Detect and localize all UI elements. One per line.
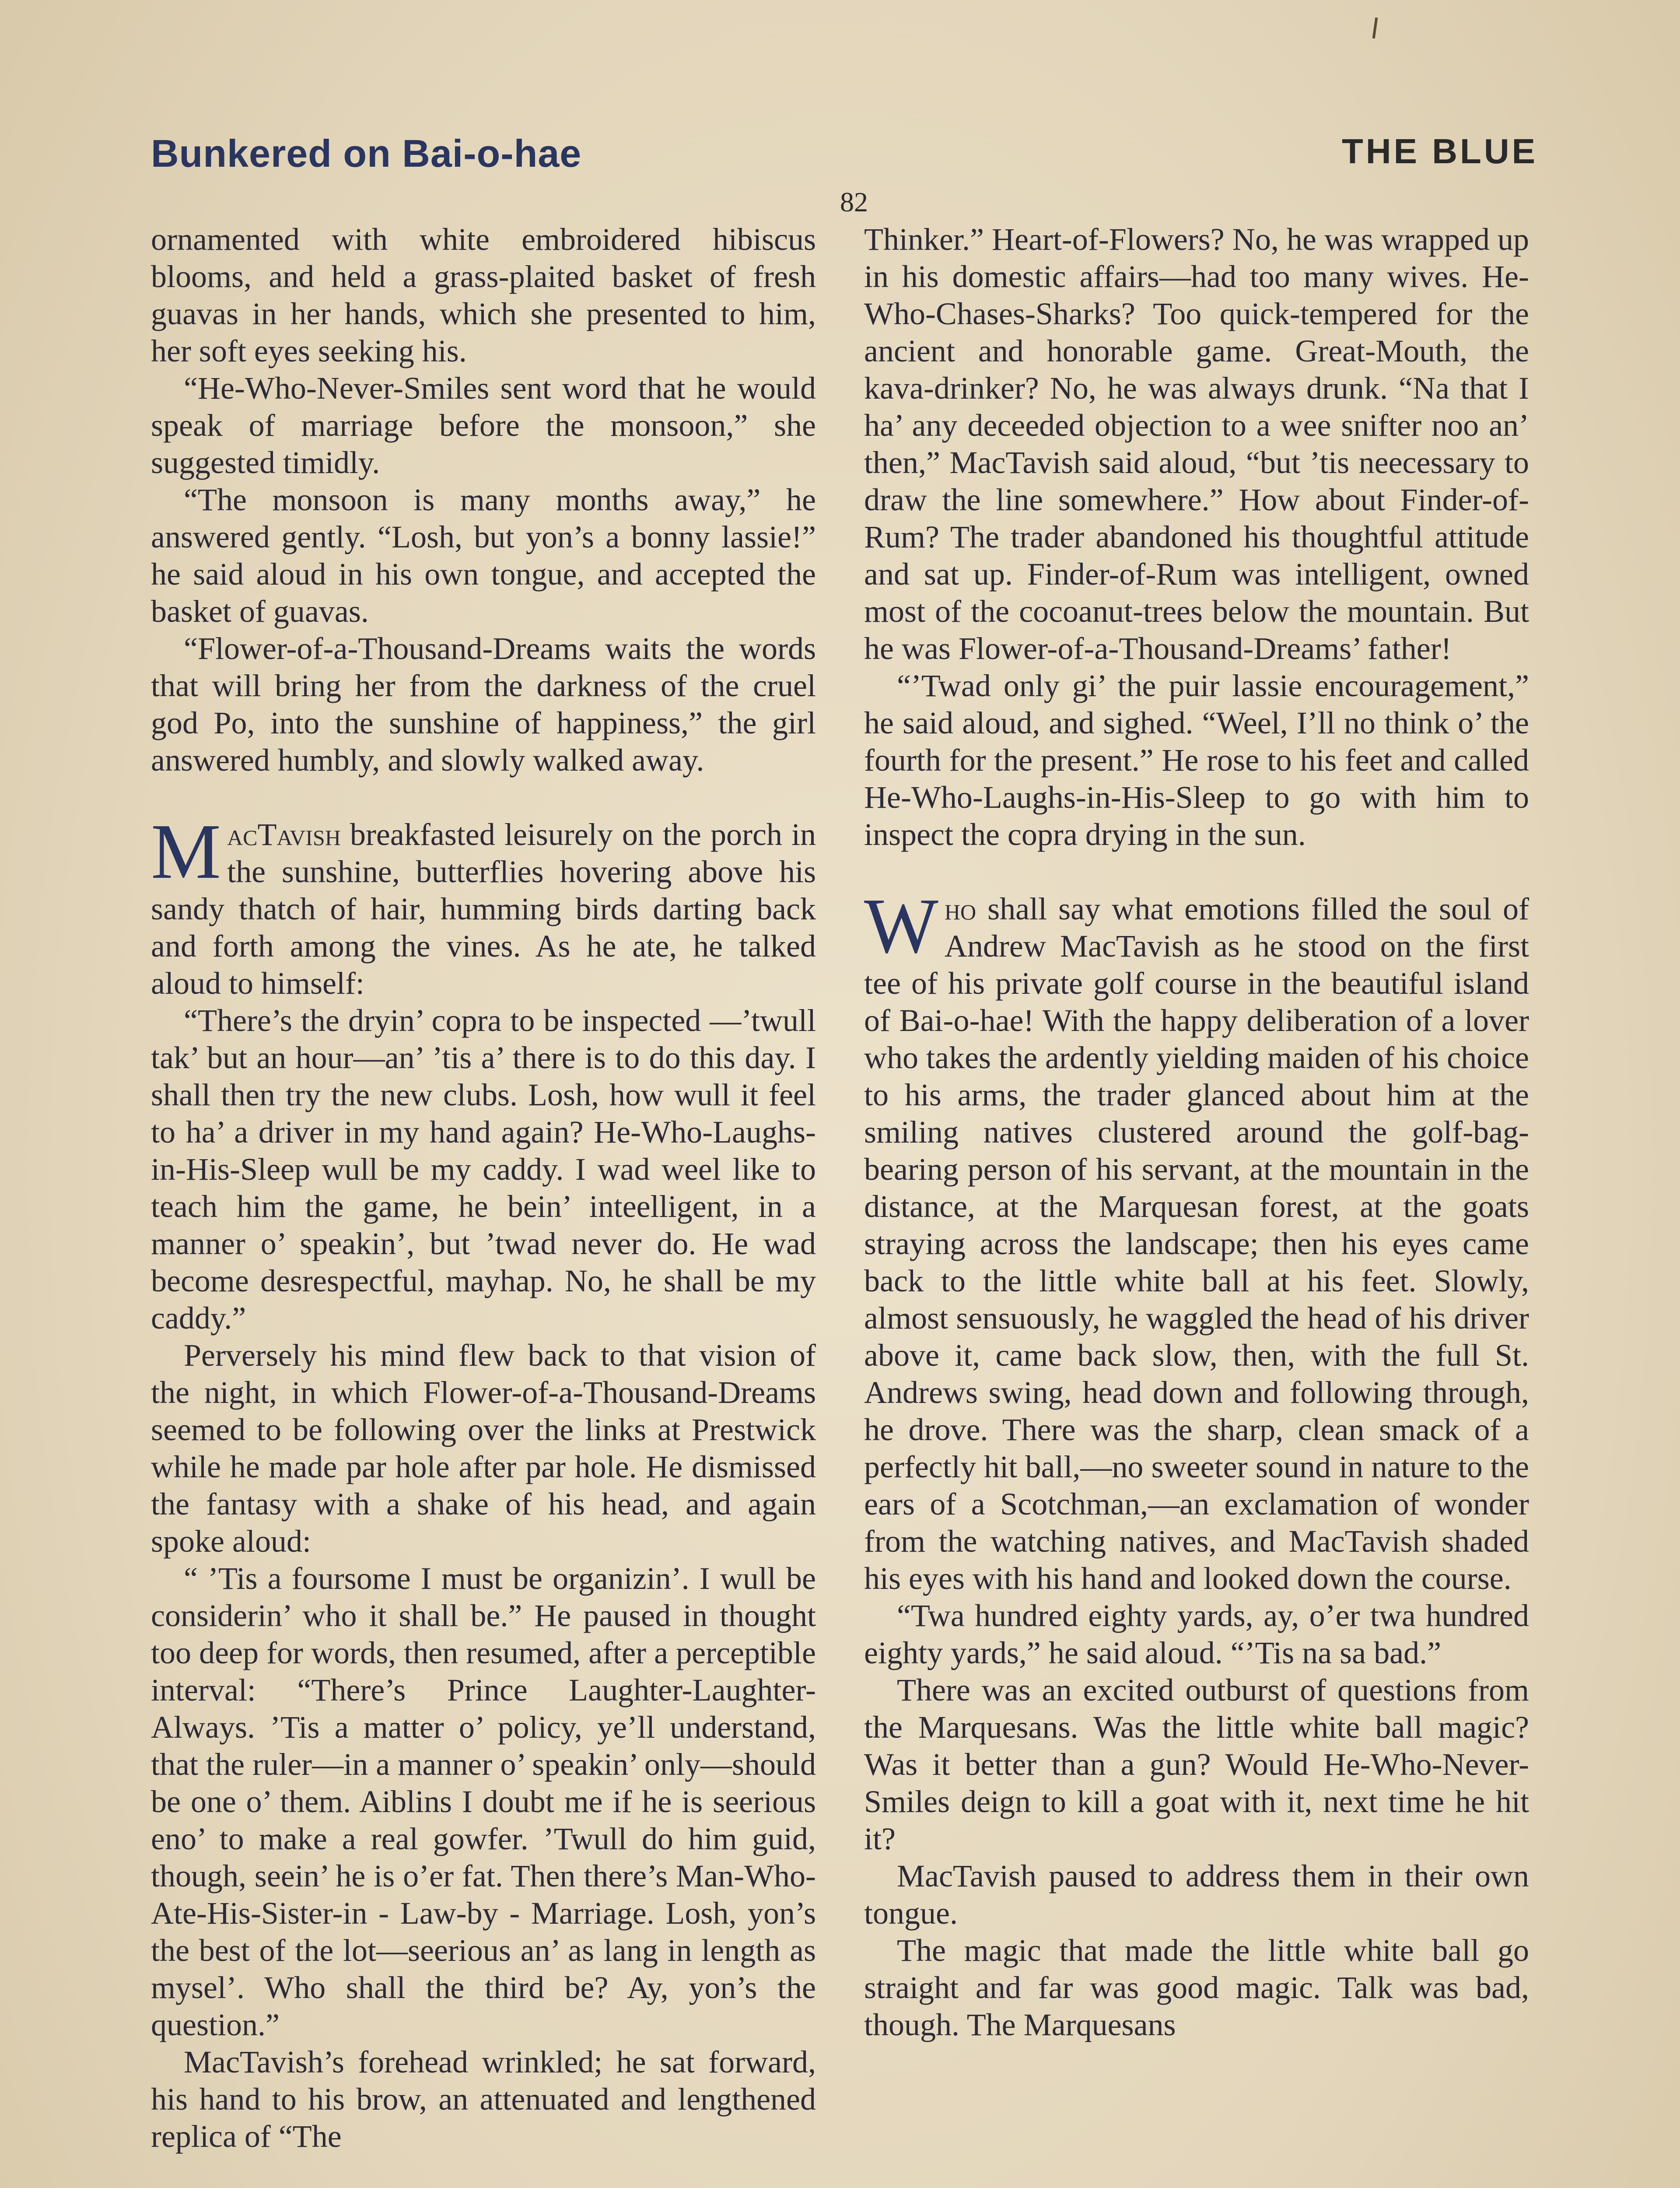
paragraph: “Twa hundred eighty yards, ay, o’er twa hundred eighty yards,” he said aloud. “’Tis na sa bad.” bbox=[864, 1598, 1529, 1670]
section-opening-paragraph bbox=[151, 808, 816, 1002]
story-title: Bunkered on Bai-o-hae bbox=[151, 132, 582, 175]
paragraph: “’Twad only gi’ the puir lassie encouragement,” he said aloud, and sighed. “Weel, I’ll no think o’ the fourth for the present.” He rose to his feet and called He-Who-Laughs-in-His-Sleep to go with him to inspect the copra drying in the sun. bbox=[864, 668, 1529, 852]
paragraph: There was an excited outburst of questions from the Marquesans. Was the little white ball magic? Was it better than a gun? Would He-Who-Never-Smiles deign to kill a goat with it, next time he hit it? bbox=[864, 1673, 1529, 1856]
page-number: 82 bbox=[840, 186, 868, 217]
paragraph: “He-Who-Never-Smiles sent word that he would speak of marriage before the monsoon,” she suggested timidly. bbox=[151, 371, 816, 480]
paragraph: The magic that made the little white ball go straight and far was good magic. Talk was bad, though. The Marquesans bbox=[864, 1933, 1529, 2042]
paragraph: “ ’Tis a foursome I must be organizin’. I wull be considerin’ who it shall be.” He paused in thought too deep for words, then resumed, after a perceptible interval: “There’s Prince Laughter-Laughter-Always. ’Tis a matter o’ policy, ye’ll understand, that the ruler—in a manner o’ speakin’ only—should be one o’ them. Aiblins I doubt me if he is seerious eno’ to make a real gowfer. ’Twull do him guid, though, seein’ he is o’er fat. Then there’s Man-Who-Ate-His-Sister-in - Law-by - Marriage. Losh, yon’s the best of the lot—seerious an’ as lang in length as mysel’. Who shall the third be? Ay, yon’s the question.” bbox=[151, 1561, 816, 2042]
paragraph: MacTavish’s forehead wrinkled; he sat forward, his hand to his brow, an attenuated and lengthened replica of “The bbox=[151, 2044, 816, 2154]
section-opening-paragraph bbox=[864, 882, 1529, 1597]
paragraph: “The monsoon is many months away,” he answered gently. “Losh, but yon’s a bonny lassie!” he said aloud in his own tongue, and accepted the basket of guavas. bbox=[151, 482, 816, 629]
paragraph: Perversely his mind flew back to that vision of the night, in which Flower-of-a-Thousand-Dreams seemed to be following over the links at Prestwick while he made par hole after par hole. He dismissed the fantasy with a shake of his head, and again spoke aloud: bbox=[151, 1338, 816, 1559]
paragraph: Thinker.” Heart-of-Flowers? No, he was wrapped up in his domestic affairs—had too many wives. He-Who-Chases-Sharks? Too quick-tempered for the ancient and honorable game. Great-Mouth, the kava-drinker? No, he was always drunk. “Na that I ha’ any deceeded objection to a wee snifter noo an’ then,” MacTavish said aloud, “but ’tis neecessary to draw the line somewhere.” How about Finder-of-Rum? The trader abandoned his thoughtful attitude and sat up. Finder-of-Rum was intelligent, owned most of the cocoanut-trees below the mountain. But he was Flower-of-a-Thousand-Dreams’ father! bbox=[864, 222, 1529, 666]
paragraph-text: shall say what emotions filled the soul of Andrew MacTavish as he stood on the first tee of his private golf course in the beautiful island of Bai-o-hae! With the happy deliberation of a lover who takes the ardently yielding maiden of his choice to his arms, the trader glanced about him at the smiling natives clustered around the golf-bag-bearing person of his servant, at the mountain in the distance, at the Marquesan forest, at the goats straying across the landscape; then his eyes came back to the little white ball at his feet. Slowly, almost sensuously, he waggled the head of his driver above it, came back slow, then, with the full St. Andrews swing, head down and following through, he drove. There was the sharp, clean smack of a perfectly hit ball,—no sweeter sound in nature to the ears of a Scotchman,—an exclamation of wonder from the watching natives, and MacTavish shaded his eyes with his hand and looked down the course. bbox=[864, 891, 1529, 1596]
drop-cap: W bbox=[864, 882, 938, 969]
section-break bbox=[864, 853, 1529, 891]
drop-cap: M bbox=[151, 808, 221, 895]
section-break bbox=[151, 779, 816, 816]
left-column bbox=[151, 221, 816, 2155]
paragraph: ornamented with white embroidered hibiscus blooms, and held a grass-plaited basket of fresh guavas in her hands, which she presented to him, her soft eyes seeking his. bbox=[151, 222, 816, 368]
page-mark bbox=[1372, 18, 1378, 39]
right-column bbox=[864, 221, 1529, 2044]
lead-word: ho bbox=[944, 891, 976, 926]
magazine-name: THE BLUE bbox=[1342, 132, 1538, 171]
paragraph: “There’s the dryin’ copra to be inspected —’twull tak’ but an hour—an’ ’tis a’ there is to do this day. I shall then try the new clubs. Losh, how wull it feel to ha’ a driver in my hand again? He-Who-Laughs-in-His-Sleep wull be my caddy. I wad weel like to teach him the game, he bein’ inteelligent, in a manner o’ speakin’, but ’twad never do. He wad become desrespectful, mayhap. No, he shall be my caddy.” bbox=[151, 1003, 816, 1336]
paragraph: “Flower-of-a-Thousand-Dreams waits the words that will bring her from the darkness of the cruel god Po, into the sunshine of happiness,” the girl answered humbly, and slowly walked away. bbox=[151, 631, 816, 778]
lead-word: acTavish bbox=[227, 817, 341, 852]
paragraph-text: breakfasted leisurely on the porch in the sunshine, butterflies hovering above his sandy thatch of hair, humming birds darting back and forth among the vines. As he ate, he talked aloud to himself: bbox=[151, 817, 816, 1001]
paragraph: MacTavish paused to address them in their own tongue. bbox=[864, 1858, 1529, 1931]
